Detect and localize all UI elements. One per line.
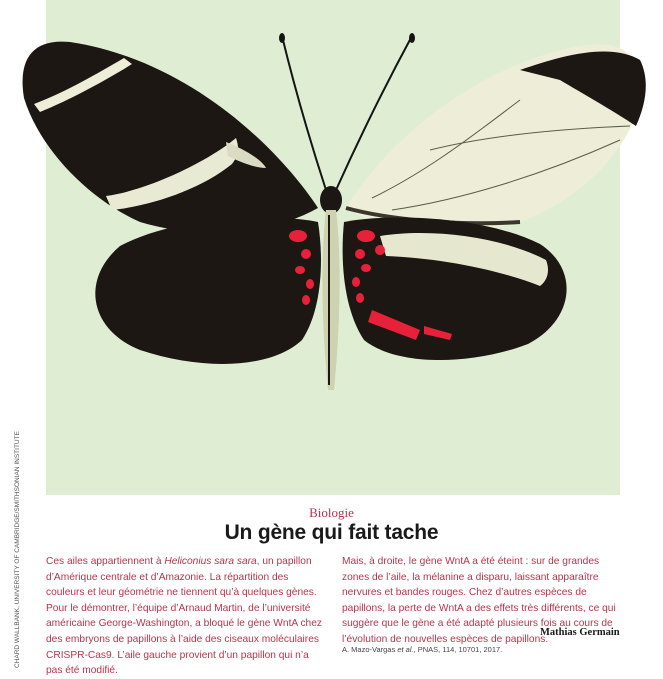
article-body-left [46, 554, 324, 679]
left-paragraph [46, 554, 324, 679]
left-text-start: Ces ailes appartiennent à [46, 556, 165, 567]
section-label: Biologie [309, 505, 354, 520]
species-name: Heliconius sara sara [164, 556, 257, 567]
author-name: Mathias Germain [540, 627, 620, 638]
photo-credit [14, 431, 24, 670]
reference-authors: A. Mazo-Vargas [342, 645, 398, 654]
reference-citation [342, 645, 502, 654]
right-paragraph: Mais, à droite, le gène WntA a été éteint : sur de grandes zones de l’aile, la mélanine a disparu, laissant apparaître nervures et bandes rouges. Chez d’autres espèces de papillons, la perte de WntA a des effets très différents, ce qui suggère que le gène a été adapté plusieurs fois au cours de l’évolution de nouvelles espèces de papillons. [342, 556, 616, 645]
article-headline: Un gène qui fait tache [224, 521, 439, 544]
left-text-end: , un papillon d’Amérique centrale et d’Amazonie. La répartition des couleurs et leur géométrie ne tiennent qu’à quelques gènes. Pour le démontrer, l’équipe d’Arnaud Martin, de l’université américaine George-Washington, a bloqué le gène WntA chez des embryons de papillons à l’aide des ciseaux moléculaires CRISPR-Cas9. L’aile gauche provient d’un papillon qui n’a pas été modifié. [46, 556, 322, 677]
photo-credit-text: CHARD WALLBANK, UNIVERSITY OF CAMBRIDGE/SMITHSONIAN INSTITUTE [14, 431, 21, 668]
reference-etal: et al. [397, 645, 414, 654]
reference-rest: , PNAS, 114, 10701, 2017. [413, 645, 503, 654]
